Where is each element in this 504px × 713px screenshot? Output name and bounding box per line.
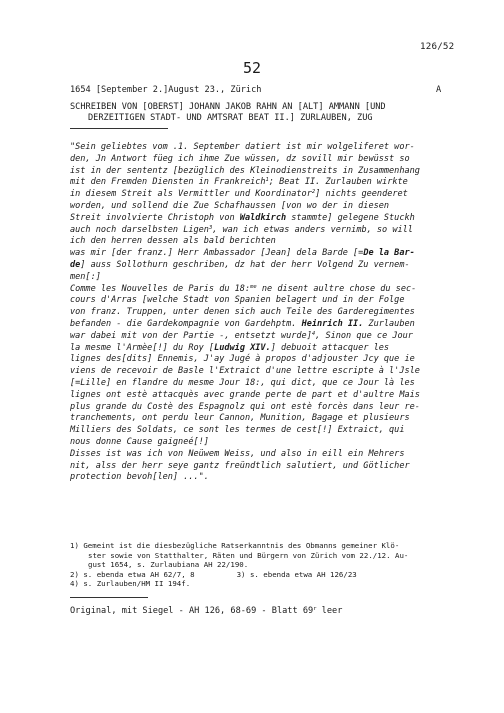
body-line: nit, alss der herr seye gantz freündtlich salutiert, und Götlicher <box>70 460 410 471</box>
body-line: [=Lille] en flandre du mesme Jour 18:, qui dict, que ce Jour là les <box>70 377 415 388</box>
body-line: den, Jn Antwort füeg ich ihme Zue wüssen, dz sovill mir bewüsst so <box>70 153 410 164</box>
footnote-ref: 4 <box>311 330 316 337</box>
body-line: von franz. Truppen, unter denen sich auch Teile des Garderegimentes <box>70 307 415 318</box>
body-line: protection bevoh[len] ...". <box>70 472 209 483</box>
date-place-line: 1654 [September 2.]August 23., Zürich <box>70 85 262 95</box>
footnote-2-3 <box>70 570 408 580</box>
body-line: nous donne Cause gaigneé[!] <box>70 436 209 447</box>
body-line: cours d'Arras [welche Stadt von Spanien belagert und in der Folge <box>70 295 405 306</box>
document-number: 52 <box>242 59 262 77</box>
footnote-1-cont: ster sowie von Statthalter, Räten und Bürgern von Zürich vom 22./12. Au- <box>88 550 409 560</box>
body-line: Milliers des Soldats, ce sont les termes de cest[!] Extraict, qui <box>70 425 405 436</box>
body-line: auch noch darselbsten Ligen$^3$, wan ich etwas anders vernimb, so will <box>70 224 413 235</box>
footnote-ref: 3 <box>208 224 213 231</box>
body-line: lignes ont estè attacquès avec grande perte de part et d'aultre Mais <box>70 389 420 400</box>
body-line: Comme les Nouvelles de Paris du 18:$^{me}$ ne disent aultre chose du sec- <box>70 283 417 294</box>
body-line: Disses ist was ich von Neüwem Weiss, und also in eill ein Mehrers <box>70 448 405 459</box>
footnotes <box>70 541 408 589</box>
superscript: r <box>313 606 317 612</box>
page-reference: 126/52 <box>420 41 455 52</box>
body-line: men[:] <box>70 271 101 282</box>
body-line: tranchements, ont perdu leur Cannon, Munition, Bagage et plusieurs <box>70 413 410 424</box>
footnote-3: 3) s. ebenda etwa AH 126/23 <box>236 569 357 579</box>
body-line: plus grande du Costè des Espagnolz qui ont estè forcès dans leur re- <box>70 401 420 412</box>
body-line: ist in der sententz [bezüglich des Kleinodienstreits in Zusammenhang <box>70 165 420 176</box>
letter-body <box>70 142 470 484</box>
body-line: ich den herren dessen als bald berichten <box>70 236 276 247</box>
emphasized-name: de <box>70 259 81 270</box>
footnote-1: 1) Gemeint ist die diesbezügliche Ratserkanntnis des Obmanns gemeiner Klö- <box>70 541 400 550</box>
emphasized-name: Heinrich II. <box>301 318 364 329</box>
document-title-line-2: DERZEITIGEN STADT- UND AMTSRAT BEAT II.] ZURLAUBEN, ZUG <box>88 113 373 123</box>
body-line: la mesme l'Armèe[!] du Roy [Ludwig XIV.] debuoit attacquer les <box>70 342 390 353</box>
body-line: befanden - die Gardekompagnie von Gardehptm. Heinrich II. Zurlauben <box>70 318 415 329</box>
body-line: de] auss Sollothurn geschriben, dz hat der herr Volgend Zu vernem- <box>70 259 410 270</box>
title-separator-rule <box>70 128 168 129</box>
body-line: war dabei mit von der Partie -, entsetzt wurde]$^4$, Sinon que ce Jour <box>70 330 413 341</box>
emphasized-name: De la Bar- <box>363 248 415 259</box>
body-line: worden, und sollend die Zue Schafhaussen [von wo der in diesen <box>70 200 390 211</box>
footnote-4: 4) s. Zurlauben/HM II 194f. <box>70 579 191 589</box>
body-line: Streit involvierte Christoph von Waldkirch stammte] gelegene Stuckh <box>70 212 415 223</box>
document-title-line-1: SCHREIBEN VON [OBERST] JOHANN JAKOB RAHN AN [ALT] AMMANN [UND <box>70 102 386 112</box>
source-note: Original, mit Siegel - AH 126, 68-69 - Blatt 69$^r$ leer <box>70 606 343 616</box>
footnote-separator-rule <box>70 597 148 598</box>
footnote-2: 2) s. ebenda etwa AH 62/7, 8 <box>70 569 195 579</box>
body-line: mit den Fremden Diensten in Frankreich$^1$; Beat II. Zurlauben wirkte <box>70 177 408 188</box>
footnote-ref: 2 <box>311 189 316 196</box>
emphasized-name: Ludwig XIV. <box>214 342 271 353</box>
footnote-ref: 1 <box>265 177 269 184</box>
footnote-1-cont: gust 1654, s. Zurlaubiana AH 22/190. <box>88 560 249 570</box>
body-line: viens de recevoir de Basle l'Extraict d'une lettre escripte à l'Jsle <box>70 366 420 377</box>
body-line: was mir [der franz.] Herr Ambassador [Jean] dela Barde [=De la Bar- <box>70 248 415 259</box>
body-line: in diesem Streit als Vermittler und Koordinator$^2$] nichts geenderet <box>70 189 408 200</box>
superscript: me <box>250 283 257 290</box>
document-type-letter: A <box>436 85 442 95</box>
body-line: lignes des[dits] Ennemis, J'ay Jugé à propos d'adjouster Jcy que ie <box>70 354 415 365</box>
emphasized-name: Waldkirch <box>239 212 287 223</box>
body-line: "Sein geliebtes vom .1. September datiert ist mir wolgeliferet wor- <box>70 142 415 152</box>
